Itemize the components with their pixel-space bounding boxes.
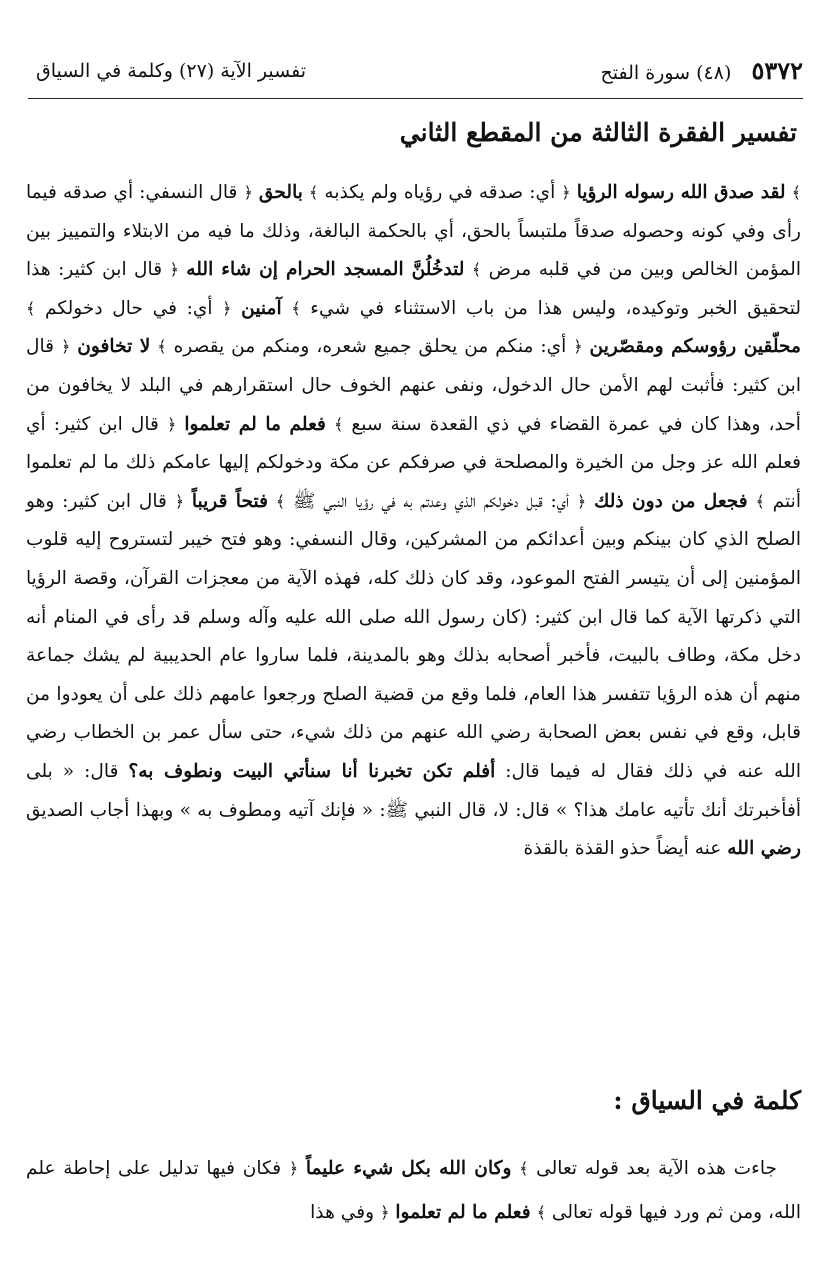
- ornament-close: ﴿: [573, 337, 583, 357]
- commentary-text: أي: قبل دخولكم الذي وعدتم به في رؤيا النبي ﷺ: [285, 490, 577, 512]
- ornament-open: ﴾: [157, 337, 167, 357]
- ornament-close: ﴿: [60, 337, 71, 357]
- context-text: فكان فيها تدليل على إحاطة علم الله، ومن ثم ورد فيها قوله تعالى: [26, 1158, 801, 1223]
- ornament-close: ﴿: [561, 183, 571, 202]
- context-body: [26, 1147, 801, 1235]
- ornament-open: ﴾: [791, 183, 801, 202]
- running-header: [28, 52, 803, 99]
- context-paragraph: [26, 1147, 801, 1235]
- commentary-text: قال النسفي: أي صدقه فيما رأى وفي كونه وحصوله صدقاً ملتبساً بالحق، أي بالحكمة البالغة، وذلك ما فيه من الابتلاء والتمييز بين المؤمن الخالص وبين من في قلبه مرض: [26, 182, 801, 281]
- quran-quote: محلّقين رؤوسكم ومقصّرين: [589, 336, 802, 358]
- commentary-text: قال ابن كثير: وهو الصلح الذي كان بينكم وبين أعدائكم من المشركين، وقال النسفي: وهو فتح خيبر لتستروح إليه قلوب المؤمنين إلى أن يتيسر الفتح الموعود، وقد كان ذلك كله، فهذه الآية من معجزات القرآن، وقصة الرؤيا التي ذكرتها الآية كما قال ابن كثير: (كان رسول الله صلى الله عليه وآله وسلم قد رأى في المنام أنه دخل مكة، وطاف بالبيت، فأخبر أصحابه بذلك وهو بالمدينة، فلما ساروا عام الحديبية لم يشك جماعة منهم أن هذه الرؤيا تتفسر هذا العام، فلما وقع من قضية الصلح ورجعوا عامهم ذلك على أن يعودوا من قابل، وقع في نفس بعض الصحابة رضي الله عنهم من ذلك شيء، حتى سأل عمر بن الخطاب رضي الله عنه في ذلك فقال له فيما قال:: [26, 490, 802, 782]
- surah-reference: (٤٨) سورة الفتح: [600, 62, 732, 84]
- quran-quote: آمنين: [241, 297, 282, 319]
- honorific: رضي الله: [727, 838, 801, 860]
- quran-quote: بالحق: [258, 182, 303, 203]
- ornament-open: ﴾: [519, 1159, 529, 1178]
- section-reference: تفسير الآية (٢٧) وكلمة في السياق: [36, 60, 306, 82]
- ornament-open: ﴾: [291, 298, 301, 318]
- commentary-text: عنه أيضاً حذو القذة بالقذة: [523, 838, 728, 860]
- quran-quote: لا تخافون: [77, 336, 151, 358]
- ornament-close: ﴿: [222, 298, 232, 318]
- ornament-close: ﴿: [288, 1159, 299, 1178]
- ornament-close: ﴿: [243, 183, 253, 202]
- quran-quote: فجعل من دون ذلك: [594, 490, 748, 512]
- ornament-open: ﴾: [536, 1203, 546, 1222]
- commentary-body: [26, 174, 801, 869]
- commentary-paragraph: [26, 174, 801, 869]
- ornament-open: ﴾: [26, 298, 36, 318]
- commentary-text: قال: « بلى أفأخبرتك أنك تأتيه عامك هذا؟ » قال: لا، قال النبي ﷺ: « فإنك آتيه ومطوف به » وبهذا أجاب الصديق: [26, 760, 801, 821]
- commentary-text: أي: منكم من يحلق جميع شعره، ومنكم من يقصره: [166, 336, 574, 358]
- commentary-text: قال ابن كثير: فأثبت لهم الأمن حال الدخول، ونفى عنهم الخوف حال استقرارهم في البلد لا يخافون من أحد، وهذا كان في عمرة القضاء في ذي القعدة سنة سبع: [26, 336, 801, 435]
- ornament-close: ﴿: [576, 491, 587, 511]
- commentary-text: قال ابن كثير: هذا لتحقيق الخبر وتوكيده، وليس هذا من باب الاستثناء في شيء: [26, 259, 801, 319]
- commentary-text: أي: في حال دخولكم: [35, 297, 223, 319]
- ornament-open: ﴾: [755, 491, 765, 511]
- section-heading: كلمة في السياق :: [613, 1086, 801, 1115]
- header-right: [601, 56, 804, 85]
- quran-quote: فعلم ما لم تعلموا: [395, 1202, 531, 1223]
- ornament-open: ﴾: [275, 491, 286, 511]
- ornament-close: ﴿: [380, 1203, 390, 1222]
- quran-quote: لتدخُلُنَّ المسجد الحرام إن شاء الله: [186, 259, 465, 281]
- page-title: تفسير الفقرة الثالثة من المقطع الثاني: [399, 118, 797, 147]
- ornament-open: ﴾: [333, 414, 344, 434]
- quran-quote: فعلم ما لم تعلموا: [184, 413, 326, 435]
- ornament-close: ﴿: [166, 414, 177, 434]
- quoted-question: أفلم تكن تخبرنا أنا سنأتي البيت ونطوف به؟: [128, 760, 496, 782]
- ornament-open: ﴾: [471, 260, 482, 280]
- context-text: جاءت هذه الآية بعد قوله تعالى: [528, 1158, 777, 1179]
- page-number: ٥٣٧٢: [751, 56, 803, 85]
- commentary-text: قال ابن كثير: أي فعلم الله عز وجل من الخيرة والمصلحة في صرفكم عن مكة ودخولكم إليها عامكم ذلك ما لم تعلموا أنتم: [26, 413, 801, 512]
- commentary-text: أي: صدقه في رؤياه ولم يكذبه: [318, 182, 562, 203]
- quran-quote: فتحاً قريباً: [191, 490, 268, 512]
- context-text: وفي هذا: [310, 1202, 381, 1223]
- quran-quote: لقد صدق الله رسوله الرؤيا: [576, 182, 786, 203]
- ornament-open: ﴾: [308, 183, 319, 202]
- quran-quote: وكان الله بكل شيء عليماً: [305, 1158, 512, 1179]
- ornament-close: ﴿: [174, 491, 185, 511]
- ornament-close: ﴿: [169, 260, 179, 280]
